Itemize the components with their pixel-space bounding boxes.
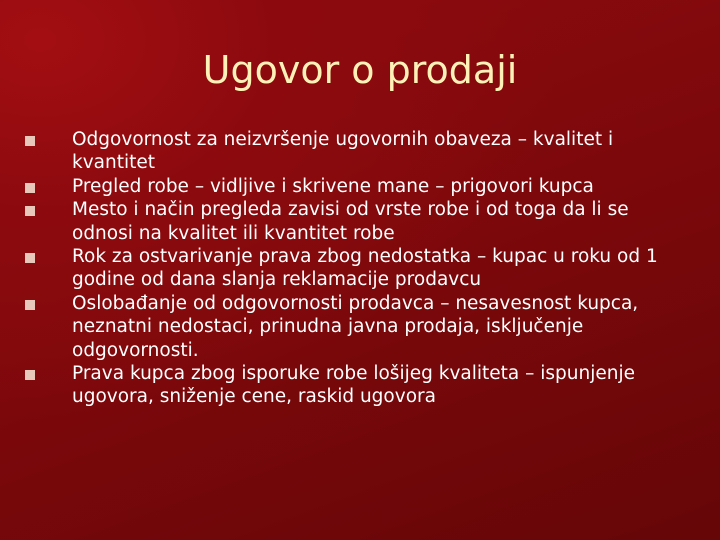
- slide-title: Ugovor o prodaji: [202, 48, 518, 92]
- bullet-text: Prava kupca zbog isporuke robe lošijeg kvaliteta – ispunjenje ugovora, sniženje cene, raskid ugovora: [72, 363, 635, 408]
- bullet-text: Pregled robe – vidljive i skrivene mane – prigovori kupca: [72, 175, 594, 197]
- square-bullet-icon: [25, 253, 35, 263]
- bullet-item: [62, 175, 692, 198]
- bullet-item: [62, 245, 692, 292]
- bullet-item: [62, 128, 692, 175]
- bullet-text: Rok za ostvarivanje prava zbog nedostatka – kupac u roku od 1 godine od dana slanja reklamacije prodavcu: [72, 246, 658, 291]
- bullet-list: [62, 128, 692, 409]
- square-bullet-icon: [25, 183, 35, 193]
- square-bullet-icon: [25, 370, 35, 380]
- bullet-text: Odgovornost za neizvršenje ugovornih obaveza – kvalitet i kvantitet: [72, 129, 614, 174]
- square-bullet-icon: [25, 136, 35, 146]
- square-bullet-icon: [25, 206, 35, 216]
- bullet-item: [62, 362, 692, 409]
- square-bullet-icon: [25, 300, 35, 310]
- bullet-text: Oslobađanje od odgovornosti prodavca – nesavesnost kupca, neznatni nedostaci, prinudna javna prodaja, isključenje odgovornosti.: [72, 292, 639, 361]
- bullet-text: Mesto i način pregleda zavisi od vrste robe i od toga da li se odnosi na kvalitet ili kvantitet robe: [72, 199, 629, 244]
- bullet-item: [62, 292, 692, 362]
- bullet-item: [62, 198, 692, 245]
